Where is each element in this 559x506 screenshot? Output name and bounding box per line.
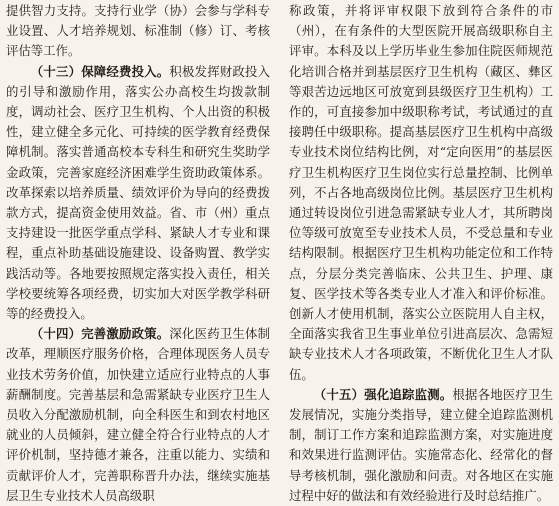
section-13-text: 积极发挥财政投入的引导和激励作用，落实公办高校生均拨款制度，调动社会、医疗卫生机构、个人出资的积极性，建立健全多元化、可持续的医学教育经费保障机制。落实普通高校本专科生和研究生奖助学金政策，完善家庭经济困难学生资助政策体系。改革探索以培养质量、绩效评价为导向的经费拨款方式，提高资金使用效益。省、市（州）重点支持建设一批医学重点学科、紧缺人才专业和课程，重点补助基础设施建设、设备购置、教学实践活动等。各地要按照规定落实投入责任，相关学校要统筹各项经费，切实加大对医学教学科研等的经费投入。 — [6, 63, 271, 322]
two-column-layout — [6, 1, 553, 506]
right-column — [289, 1, 553, 506]
section-15 — [289, 385, 553, 506]
left-column — [6, 1, 270, 506]
section-14 — [6, 324, 270, 506]
section-13-title: （十三）保障经费投入。 — [30, 63, 170, 79]
section-13 — [6, 62, 270, 325]
section-15-text: 根据各地医疗卫生发展情况，实施分类指导，建立健全追踪监测机制，制订工作方案和追踪监测方案，对实施进度和效果进行监测评估。实施常态化、经常化的督导考核机制，强化激励和问责。对各地区在实施过程中好的做法和有效经验进行及时总结推广。 — [289, 386, 554, 503]
section-15-title: （十五）强化追踪监测。 — [313, 386, 453, 402]
paragraph-intro-left: 提供智力支持。支持行业学（协）会参与学科专业设置、人才培养规划、标准制（修）订、考核评估等工作。 — [6, 3, 270, 59]
section-14-title: （十四）完善激励政策。 — [30, 326, 170, 342]
paragraph-intro-right: 称政策，并将评审权限下放到符合条件的市（州），在有条件的大型医院开展高级职称自主评审。本科及以上学历毕业生参加住院医师规范化培训合格并到基层医疗卫生机构（藏区、彝区等艰苦边远地区可放宽到县级医疗卫生机构）工作的，可直接参加中级职称考试，考试通过的直接聘任中级职称。提高基层医疗卫生机构中高级专业技术岗位结构比例，对“定向医用”的基层医疗卫生机构医疗卫生岗位实行总量控制、比例单列，不占各地高级岗位比例。基层医疗卫生机构通过转设岗位引进急需紧缺专业人才，其所聘岗位等级可放宽至专业技术人员，不受总量和专业结构限制。根据医疗卫生机构功能定位和工作特点，分层分类完善临床、公共卫生、护理、康复、医学技术等各类专业人才准入和评价标准。创新人才使用机制，落实公立医院用人自主权，全面落实我省卫生事业单位引进高层次、急需短缺专业技术人才各项政策，不断优化卫生人才队伍。 — [289, 3, 553, 382]
section-14-text: 深化医药卫生体制改革，理顺医疗服务价格，合理体现医务人员专业技术劳务价值，加快建立适应行业特点的人事薪酬制度。完善基层和急需紧缺专业医疗卫生人员收入分配激励机制，向全科医生和到农村地区就业的人员倾斜，建立健全符合行业特点的人才评价机制，坚持德才兼各，注重以能力、实绩和贡献评价人才，完善职称晋升办法，继续实施基层卫生专业技术人员高级职 — [6, 326, 271, 503]
